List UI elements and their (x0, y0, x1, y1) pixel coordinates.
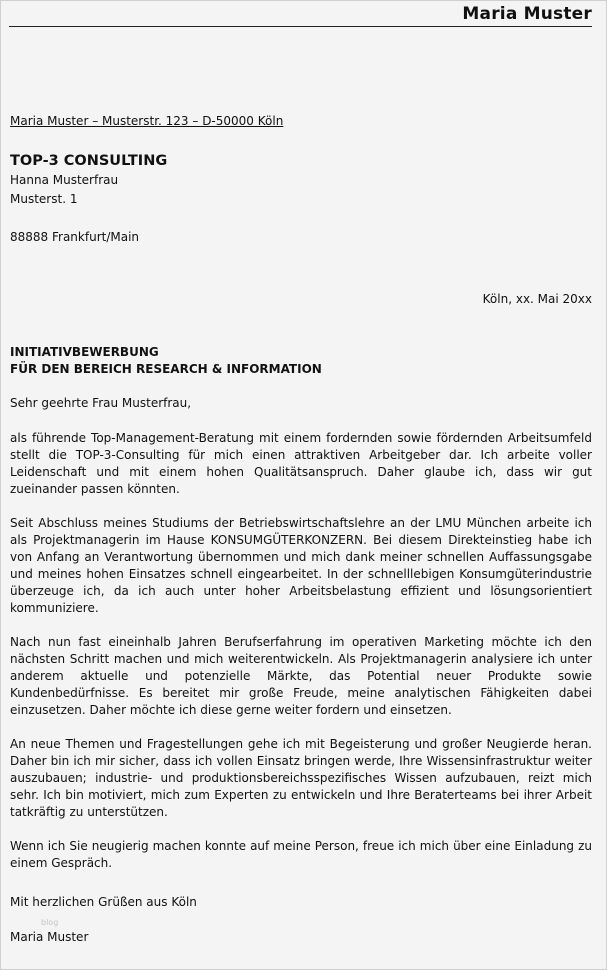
body-paragraph: An neue Themen und Fragestellungen gehe ich mit Begeisterung und großer Neugierde heran. Daher bin ich mir sicher, dass ich vollen Einsatz bringen werde, Ihre Wissensinfrastruktur weiter auszubauen; industrie- und produktionsbereichsspezifisches Wissen aufzubauen, reizt mich sehr. Ich bin motiviert, mich zum Experten zu entwickeln und Ihre Beraterteams bei ihrer Arbeit tatkräftig zu unterstützen. (10, 737, 592, 819)
signature-name: Maria Muster (10, 930, 89, 944)
recipient-address (10, 152, 167, 247)
body-paragraph: als führende Top-Management-Beratung mit einem fordernden sowie fördernden Arbeitsumfeld stellt die TOP-3-Consulting für mich einen attraktiven Arbeitgeber dar. Ich arbeite voller Leidenschaft und mit einem hohen Qualitätsanspruch. Daher glaube ich, dass wir gut zueinander passen könnten. (10, 431, 592, 496)
sender-address-line: Maria Muster – Musterstr. 123 – D-50000 Köln (10, 114, 284, 128)
recipient-city: 88888 Frankfurt/Main (10, 230, 140, 244)
body-paragraph: Seit Abschluss meines Studiums der Betriebswirtschaftslehre an der LMU München arbeite ich als Projektmanagerin im Hause KONSUMGÜTERKONZERN. Bei diesem Direkteinstieg habe ich von Anfang an Verantwortung übernommen und mich dank meiner schnellen Auffassungsgabe und meines hohen Einsatzes schnell eingearbeitet. In der schnelllebigen Konsumgüterindustrie überzeuge ich, da ich auch unter hoher Arbeitsbelastung effizient und lösungsorientiert kommuniziere. (10, 516, 592, 615)
letter-body (10, 430, 592, 889)
letter-subject (10, 344, 322, 378)
letterhead-name: Maria Muster (462, 4, 592, 24)
subject-line-1: INITIATIVBEWERBUNG (10, 345, 159, 359)
body-paragraph: Nach nun fast eineinhalb Jahren Berufserfahrung im operativen Marketing möchte ich den nächsten Schritt machen und mich weiterentwickeln. Als Projektmanagerin analysiere ich unter anderem aktuelle und potenzielle Märkte, das Potential neuer Produkte sowie Kundenbedürfnisse. Es bereitet mir große Freude, meine analytischen Fähigkeiten dabei einzusetzen. Daher möchte ich diese gerne weiter fordern und einsetzen. (10, 635, 592, 717)
recipient-contact: Hanna Musterfrau (10, 173, 119, 187)
closing-phrase: Mit herzlichen Grüßen aus Köln (10, 895, 197, 909)
recipient-street: Musterst. 1 (10, 192, 78, 206)
subject-line-2: FÜR DEN BEREICH RESEARCH & INFORMATION (10, 362, 322, 376)
letter-date: Köln, xx. Mai 20xx (482, 292, 592, 306)
letterhead-divider (9, 26, 592, 27)
salutation: Sehr geehrte Frau Musterfrau, (10, 396, 192, 410)
recipient-company: TOP-3 CONSULTING (10, 153, 168, 169)
watermark-text: blog (41, 918, 59, 927)
body-paragraph: Wenn ich Sie neugierig machen konnte auf meine Person, freue ich mich über eine Einladung zu einem Gespräch. (10, 839, 592, 870)
